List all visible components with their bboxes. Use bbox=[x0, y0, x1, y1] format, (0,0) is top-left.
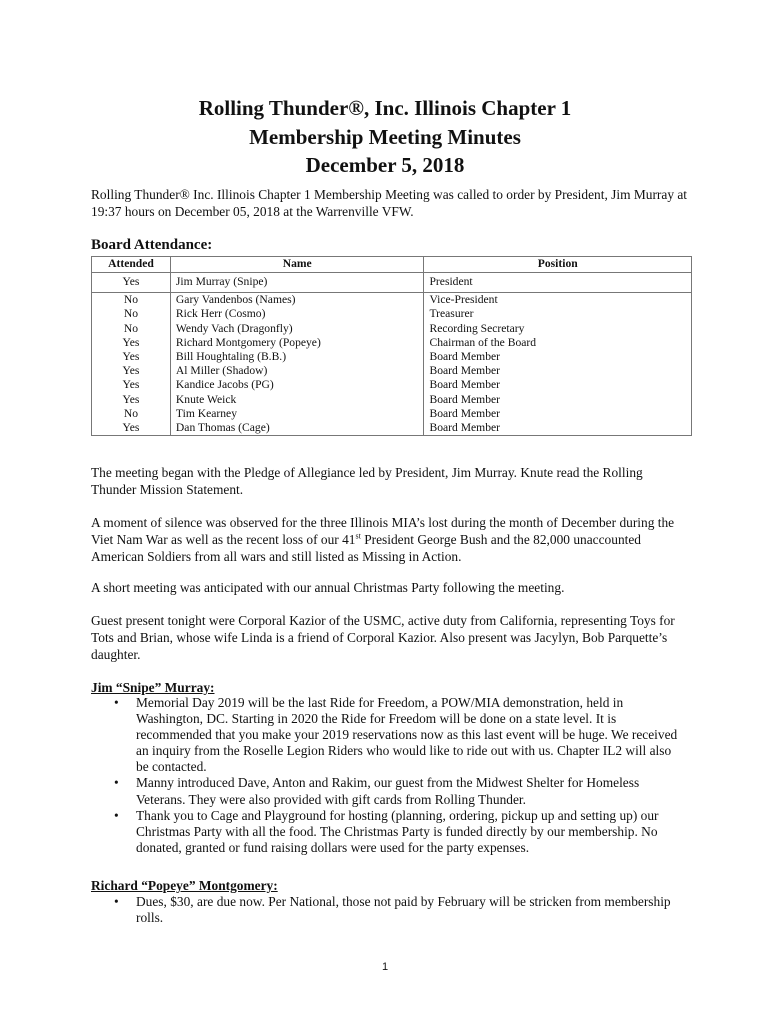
bullet-icon: • bbox=[114, 775, 119, 791]
name-cell: Wendy Vach (Dragonfly) bbox=[170, 322, 424, 336]
list-item bbox=[91, 695, 681, 775]
table-row bbox=[92, 364, 692, 378]
table-row bbox=[92, 273, 692, 293]
short-meeting-paragraph: A short meeting was anticipated with our annual Christmas Party following the meeting. bbox=[91, 580, 565, 595]
position-cell: Chairman of the Board bbox=[424, 336, 692, 350]
column-header-name: Name bbox=[170, 257, 424, 273]
bullet-text: Thank you to Cage and Playground for hosting (planning, ordering, pickup up and setting up) our Christmas Party with all the food. The Christmas Party is funded directly by our membership. No donated, granted or fund raising dollars were used for the party expenses. bbox=[136, 807, 659, 855]
table-row bbox=[92, 293, 692, 308]
attended-cell: Yes bbox=[92, 336, 171, 350]
table-row bbox=[92, 378, 692, 392]
position-cell: Treasurer bbox=[424, 307, 692, 321]
moment-of-silence-paragraph bbox=[91, 514, 691, 566]
bullet-icon: • bbox=[114, 894, 119, 909]
attended-cell: No bbox=[92, 293, 171, 308]
bullet-text: Dues, $30, are due now. Per National, those not paid by February will be stricken from membership rolls. bbox=[136, 894, 671, 926]
guests-paragraph: Guest present tonight were Corporal Kazior of the USMC, active duty from California, representing Toys for Tots and Brian, whose wife Linda is a friend of Corporal Kazior. Also present was Jacylyn, Bob Parquette’s daughter. bbox=[91, 613, 675, 663]
name-cell: Tim Kearney bbox=[170, 407, 424, 421]
silence-text-end: President George Bush and the 82,000 unaccounted American Soldiers from all wars and still listed as Missing in Action. bbox=[91, 532, 641, 565]
bullet-icon: • bbox=[114, 807, 119, 823]
ordinal-suffix: st bbox=[355, 531, 361, 541]
table-header-row bbox=[92, 257, 692, 273]
position-cell: Board Member bbox=[424, 407, 692, 421]
name-cell: Gary Vandenbos (Names) bbox=[170, 293, 424, 308]
pledge-paragraph: The meeting began with the Pledge of Allegiance led by President, Jim Murray. Knute read the Rolling Thunder Mission Statement. bbox=[91, 465, 643, 498]
board-attendance-heading: Board Attendance: bbox=[91, 237, 213, 253]
position-cell: President bbox=[424, 273, 692, 293]
table-row bbox=[92, 336, 692, 350]
attended-cell: Yes bbox=[92, 393, 171, 407]
table-row bbox=[92, 393, 692, 407]
attended-cell: Yes bbox=[92, 273, 171, 293]
section-heading-richard-montgomery: Richard “Popeye” Montgomery: bbox=[91, 878, 278, 893]
board-attendance-table bbox=[91, 256, 692, 436]
silence-text-start: A moment of silence was observed for the three Illinois MIA’s lost during the month of December during the Viet Nam War as well as the recent loss of our 41 bbox=[91, 515, 675, 548]
attended-cell: Yes bbox=[92, 350, 171, 364]
table-row bbox=[92, 322, 692, 336]
name-cell: Bill Houghtaling (B.B.) bbox=[170, 350, 424, 364]
attended-cell: No bbox=[92, 307, 171, 321]
title-line-2: Membership Meeting Minutes bbox=[249, 125, 521, 149]
table-row bbox=[92, 407, 692, 421]
attended-cell: Yes bbox=[92, 378, 171, 392]
position-cell: Board Member bbox=[424, 393, 692, 407]
attended-cell: No bbox=[92, 322, 171, 336]
bullet-text: Memorial Day 2019 will be the last Ride for Freedom, a POW/MIA demonstration, held in Washington, DC. Starting in 2020 the Ride for Freedom will be done on a state level. It is recommended that you make your 2019 reservations now as this last event will be huge. We received an inquiry from the Roselle Legion Riders who would like to ride out with us. Chapter IL2 will also be contacted. bbox=[136, 695, 678, 775]
title-line-3: December 5, 2018 bbox=[305, 153, 465, 177]
list-item bbox=[91, 808, 681, 856]
table-row bbox=[92, 421, 692, 436]
name-cell: Al Miller (Shadow) bbox=[170, 364, 424, 378]
jim-murray-bullet-list bbox=[91, 695, 681, 856]
table-row bbox=[92, 350, 692, 364]
name-cell: Kandice Jacobs (PG) bbox=[170, 378, 424, 392]
position-cell: Vice-President bbox=[424, 293, 692, 308]
name-cell: Richard Montgomery (Popeye) bbox=[170, 336, 424, 350]
table-row bbox=[92, 307, 692, 321]
attended-cell: Yes bbox=[92, 421, 171, 436]
list-item bbox=[91, 775, 681, 807]
name-cell: Dan Thomas (Cage) bbox=[170, 421, 424, 436]
name-cell: Jim Murray (Snipe) bbox=[170, 273, 424, 293]
bullet-icon: • bbox=[114, 695, 119, 710]
position-cell: Recording Secretary bbox=[424, 322, 692, 336]
attended-cell: No bbox=[92, 407, 171, 421]
richard-montgomery-bullet-list bbox=[91, 894, 681, 926]
intro-paragraph: Rolling Thunder® Inc. Illinois Chapter 1 Membership Meeting was called to order by President, Jim Murray at 19:37 hours on December 05, 2018 at the Warrenville VFW. bbox=[91, 187, 688, 220]
position-cell: Board Member bbox=[424, 364, 692, 378]
bullet-text: Manny introduced Dave, Anton and Rakim, our guest from the Midwest Shelter for Homeless Veterans. They were also provided with gift cards from Rolling Thunder. bbox=[136, 775, 640, 807]
list-item bbox=[91, 894, 681, 926]
page-number: 1 bbox=[381, 961, 389, 973]
column-header-position: Position bbox=[424, 257, 692, 273]
title-line-1: Rolling Thunder®, Inc. Illinois Chapter 1 bbox=[198, 96, 572, 120]
position-cell: Board Member bbox=[424, 378, 692, 392]
position-cell: Board Member bbox=[424, 350, 692, 364]
name-cell: Rick Herr (Cosmo) bbox=[170, 307, 424, 321]
position-cell: Board Member bbox=[424, 421, 692, 436]
attended-cell: Yes bbox=[92, 364, 171, 378]
name-cell: Knute Weick bbox=[170, 393, 424, 407]
section-heading-jim-murray: Jim “Snipe” Murray: bbox=[91, 680, 215, 695]
column-header-attended: Attended bbox=[92, 257, 171, 273]
